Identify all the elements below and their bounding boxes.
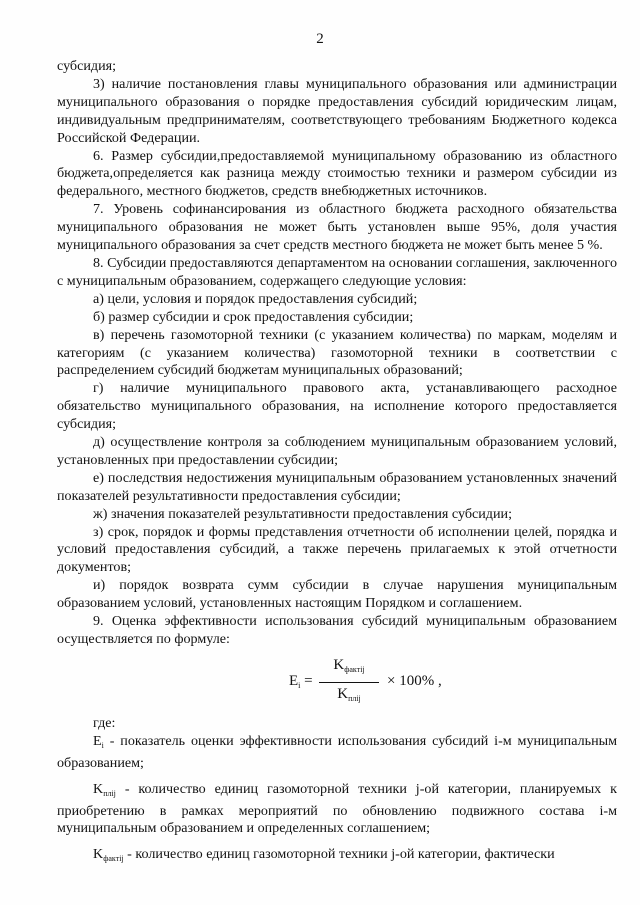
definition-e: $E_i$ - показатель оценки эффективности использования субсидий i-м муниципальным образованием; bbox=[57, 732, 617, 771]
document-body bbox=[57, 58, 617, 868]
formula-rhs: × 100% , bbox=[387, 672, 442, 689]
list-item-e: е) последствия недостижения муниципальным образованием установленных значений показателей результативности предоставления субсидии; bbox=[57, 469, 617, 504]
paragraph-7: 7. Уровень софинансирования из областного бюджета расходного обязательства муниципального образования не может быть установлен выше 95%, доля участия муниципального образования за счет средств местного бюджета не может быть менее 5 %. bbox=[57, 201, 617, 254]
list-item-g: г) наличие муниципального правового акта, устанавливающего расходное обязательство муниципального образования, на исполнение которого предоставляется субсидия; bbox=[57, 380, 617, 433]
paragraph-9: 9. Оценка эффективности использования субсидий муниципальным образованием осуществляется по формуле: bbox=[57, 613, 617, 647]
paragraph-item-3: 3) наличие постановления главы муниципального образования или администрации муниципального образования о порядке предоставления субсидий юридическим лицам, индивидуальным предпринимателям, соответствующего требованиям Бюджетного кодекса Российской Федерации. bbox=[57, 75, 617, 146]
list-item-v: в) перечень газомоторной техники (с указанием количества) по маркам, моделям и категориям (с указанием количества) газомоторной техники в соответствии с распределением субсидий бюджетам муниципальных образований; bbox=[57, 326, 617, 379]
where-label: где: bbox=[93, 714, 116, 731]
page-number: 2 bbox=[316, 31, 324, 47]
definition-k-plan: $K_{плij}$ - количество единиц газомоторной техники j-ой категории, планируемых к приобретению в рамках мероприятий по обновлению подвижного состава i-м муниципальным образованием и определенных соглашением; bbox=[57, 780, 617, 837]
paragraph-subsidy-end: субсидия; bbox=[57, 58, 117, 74]
formula-fraction bbox=[319, 655, 379, 710]
list-item-z: з) срок, порядок и формы представления отчетности об исполнении целей, порядка и условий предоставления субсидий, а также перечень прилагаемых к этой отчетности документов; bbox=[57, 523, 617, 576]
formula-numerator: $K_{фактij}$ bbox=[319, 655, 379, 683]
paragraph-6: 6. Размер субсидии,предоставляемой муниципальному образованию из областного бюджета,определяется как разница между стоимостью техники и размером субсидии из федерального, местного бюджетов, средств внебюджетных источников. bbox=[57, 147, 617, 200]
list-item-i: и) порядок возврата сумм субсидии в случае нарушения муниципальным образованием условий, установленных настоящим Порядком и соглашением. bbox=[57, 577, 617, 612]
definition-k-fact: $K_{фактij}$ - количество единиц газомоторной техники j-ой категории, фактически bbox=[93, 846, 555, 864]
list-item-a: а) цели, условия и порядок предоставления субсидий; bbox=[93, 290, 418, 307]
list-item-zh: ж) значения показателей результативности предоставления субсидии; bbox=[93, 505, 512, 522]
efficiency-formula bbox=[57, 655, 617, 709]
formula-lhs: $E_i$ = bbox=[289, 672, 313, 690]
formula-denominator: $K_{плij}$ bbox=[337, 685, 361, 703]
paragraph-8: 8. Субсидии предоставляются департаментом на основании соглашения, заключенного с муниципальным образованием, содержащего следующие условия: bbox=[57, 254, 617, 289]
list-item-b: б) размер субсидии и срок предоставления субсидии; bbox=[93, 308, 414, 325]
list-item-d: д) осуществление контроля за соблюдением муниципальным образованием условий, установленных при предоставлении субсидии; bbox=[57, 434, 617, 468]
